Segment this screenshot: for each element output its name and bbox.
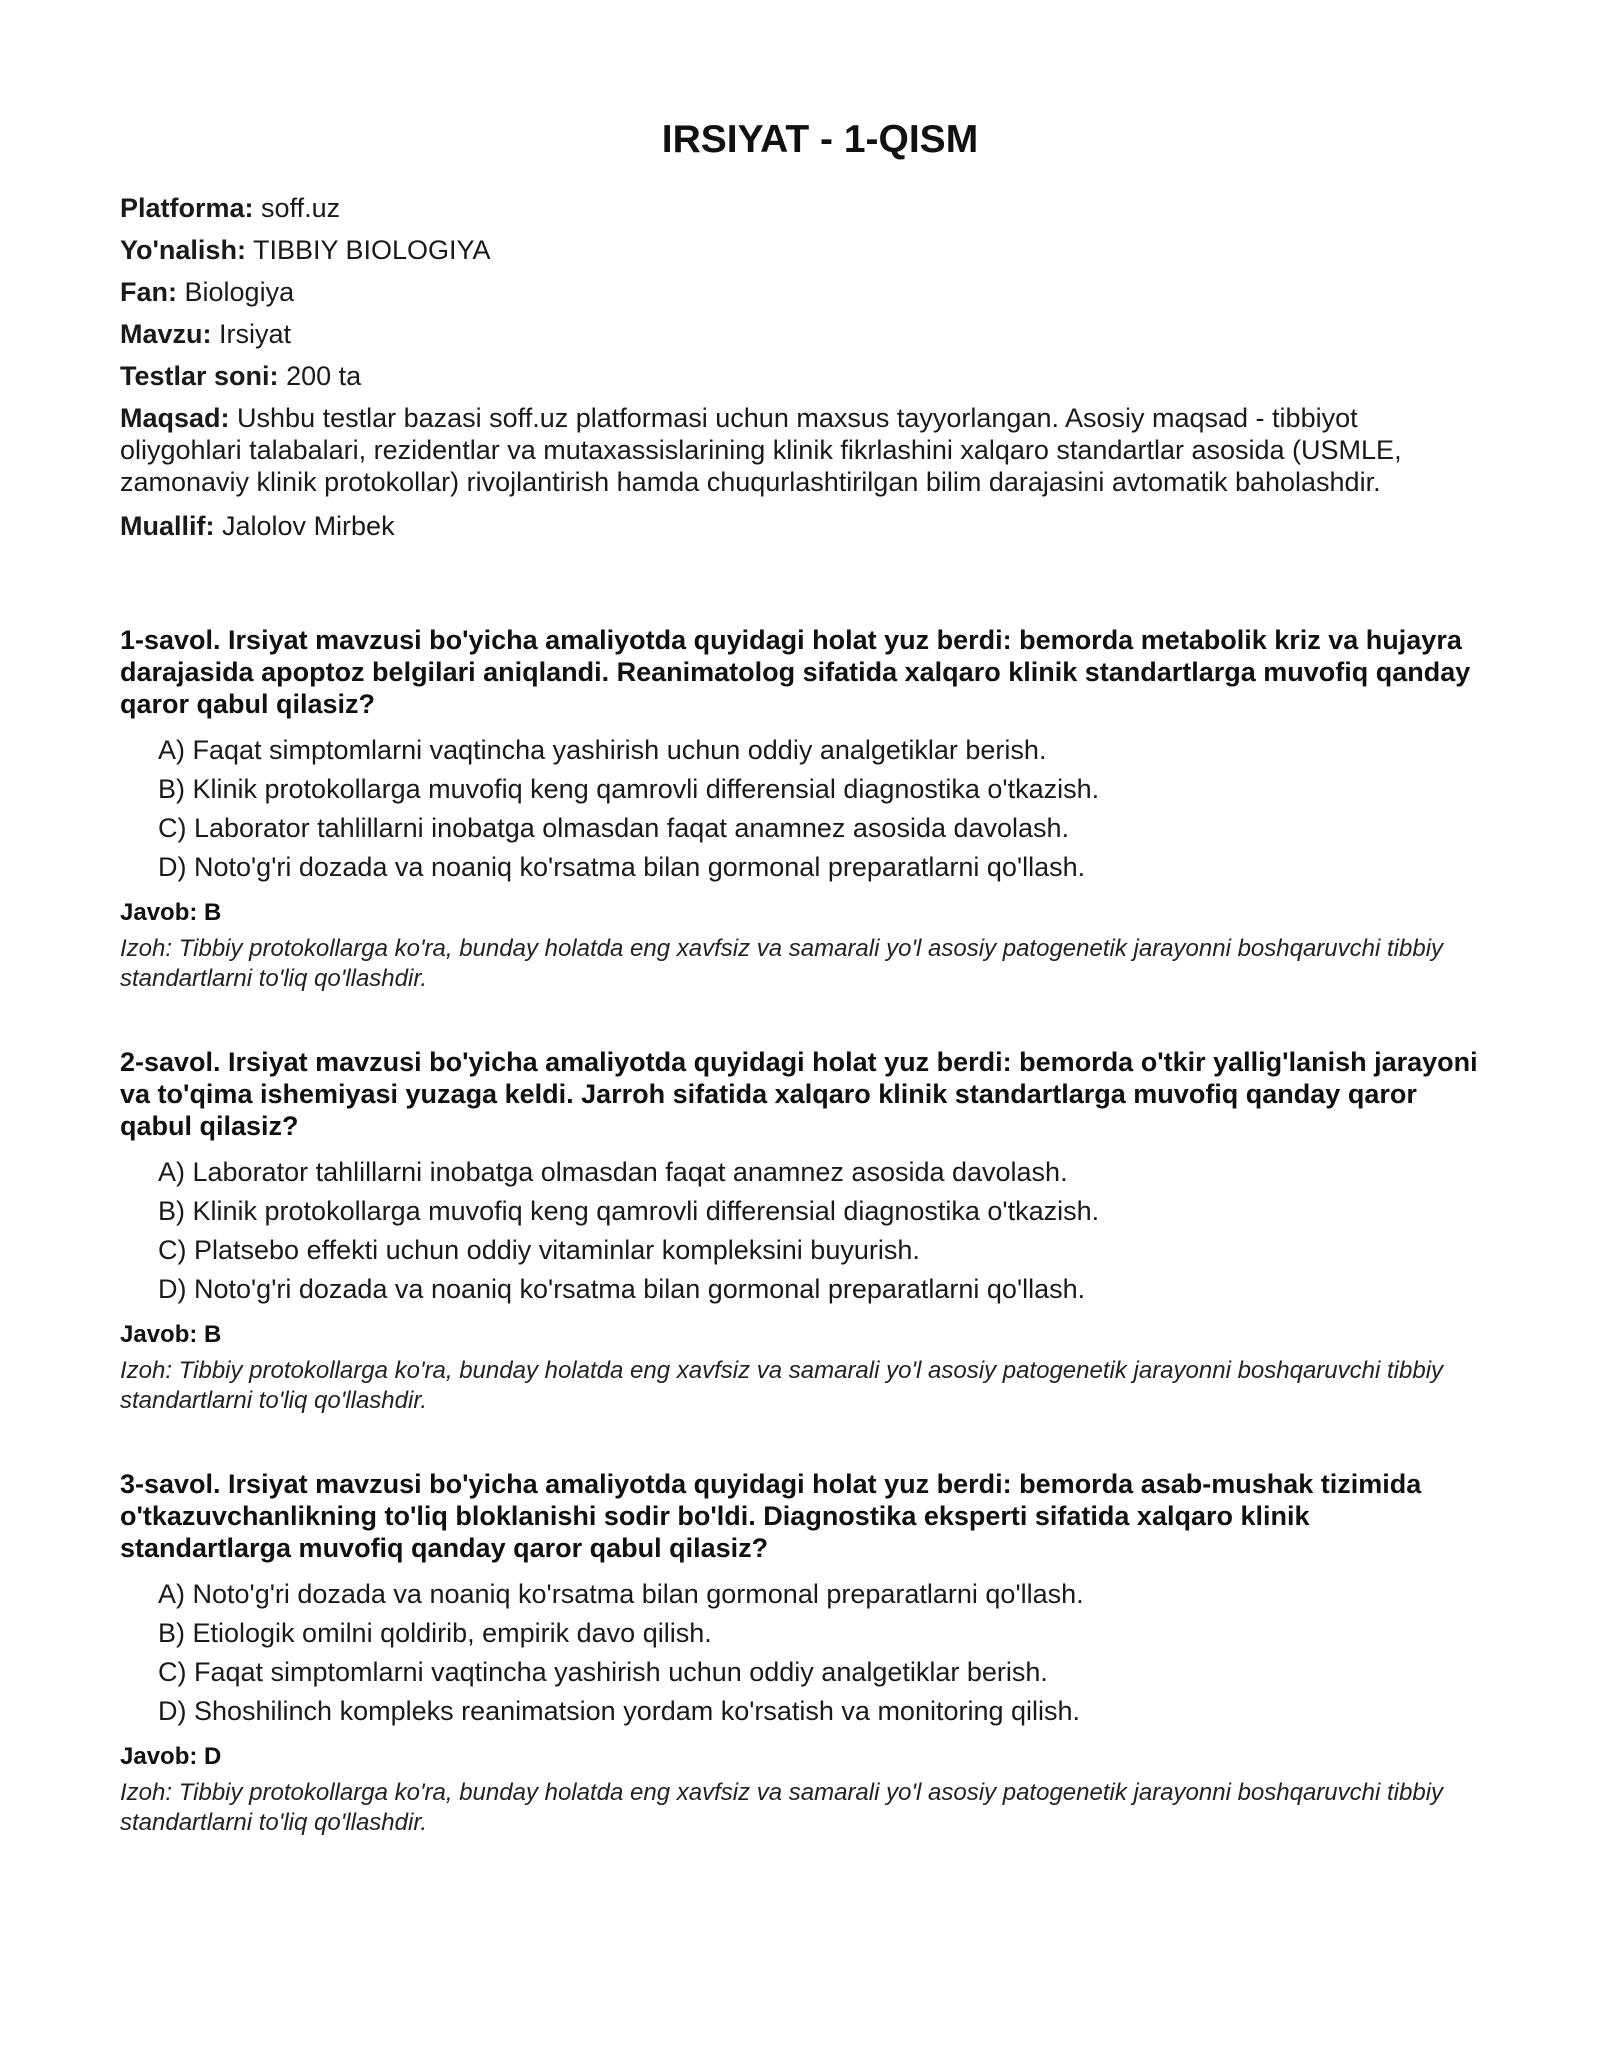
meta-value: soff.uz bbox=[261, 193, 341, 223]
answer-explanation: Izoh: Tibbiy protokollarga ko'ra, bunday holatda eng xavfsiz va samarali yo'l asosiy patogenetik jarayonni boshqaruvchi tibbiy standartlarni to'liq qo'llashdir. bbox=[120, 1357, 1444, 1414]
option-b: B) Klinik protokollarga muvofiq keng qamrovli differensial diagnostika o'tkazish. bbox=[158, 1196, 1100, 1226]
metadata-section bbox=[120, 192, 1480, 542]
option-c: C) Faqat simptomlarni vaqtincha yashirish uchun oddiy analgetiklar berish. bbox=[158, 1657, 1048, 1687]
question-block bbox=[120, 1046, 1480, 1416]
meta-test-count bbox=[120, 360, 1480, 392]
question-text: 2-savol. Irsiyat mavzusi bo'yicha amaliyotda quyidagi holat yuz berdi: bemorda o'tkir yallig'lanish jarayoni va to'qima ishemiyasi yuzaga keldi. Jarroh sifatida xalqaro klinik standartlarga muvofiq qanday qaror qabul qilasiz? bbox=[120, 1047, 1478, 1141]
meta-value: Jalolov Mirbek bbox=[222, 511, 395, 541]
option-a: A) Noto'g'ri dozada va noaniq ko'rsatma bilan gormonal preparatlarni qo'llash. bbox=[158, 1579, 1084, 1609]
document-title: IRSIYAT - 1-QISM bbox=[661, 118, 979, 161]
option-a: A) Faqat simptomlarni vaqtincha yashirish uchun oddiy analgetiklar berish. bbox=[158, 735, 1047, 765]
meta-label: Platforma: bbox=[120, 193, 254, 223]
option-c: C) Laborator tahlillarni inobatga olmasdan faqat anamnez asosida davolash. bbox=[158, 813, 1070, 843]
meta-label: Muallif: bbox=[120, 511, 215, 541]
question-text: 3-savol. Irsiyat mavzusi bo'yicha amaliyotda quyidagi holat yuz berdi: bemorda asab-mushak tizimida o'tkazuvchanlikning to'liq bloklanishi sodir bo'ldi. Diagnostika eksperti sifatida xalqaro klinik standartlarga muvofiq qanday qaror qabul qilasiz? bbox=[120, 1469, 1422, 1563]
answer-options bbox=[120, 1156, 1480, 1306]
meta-value: 200 ta bbox=[286, 361, 362, 391]
meta-value: Ushbu testlar bazasi soff.uz platformasi uchun maxsus tayyorlangan. Asosiy maqsad - tibbiyot oliygohlari talabalari, rezidentlar va mutaxassislarining klinik fikrlashini xalqaro standartlar asosida (USMLE, zamonaviy klinik protokollar) rivojlantirish hamda chuqurlashtirilgan bilim darajasini avtomatik baholashdir. bbox=[120, 403, 1402, 497]
questions-list bbox=[120, 624, 1480, 1838]
meta-platform bbox=[120, 192, 1480, 224]
meta-label: Testlar soni: bbox=[120, 361, 279, 391]
meta-label: Mavzu: bbox=[120, 319, 212, 349]
meta-value: Biologiya bbox=[184, 277, 295, 307]
question-block bbox=[120, 624, 1480, 994]
meta-label: Maqsad: bbox=[120, 403, 230, 433]
option-d: D) Noto'g'ri dozada va noaniq ko'rsatma bilan gormonal preparatlarni qo'llash. bbox=[158, 852, 1086, 882]
question-text: 1-savol. Irsiyat mavzusi bo'yicha amaliyotda quyidagi holat yuz berdi: bemorda metabolik kriz va hujayra darajasida apoptoz belgilari aniqlandi. Reanimatolog sifatida xalqaro klinik standartlarga muvofiq qanday qaror qabul qilasiz? bbox=[120, 625, 1471, 719]
meta-value: Irsiyat bbox=[219, 319, 292, 349]
correct-answer: Javob: D bbox=[120, 1743, 222, 1770]
answer-explanation: Izoh: Tibbiy protokollarga ko'ra, bunday holatda eng xavfsiz va samarali yo'l asosiy patogenetik jarayonni boshqaruvchi tibbiy standartlarni to'liq qo'llashdir. bbox=[120, 935, 1444, 992]
answer-explanation: Izoh: Tibbiy protokollarga ko'ra, bunday holatda eng xavfsiz va samarali yo'l asosiy patogenetik jarayonni boshqaruvchi tibbiy standartlarni to'liq qo'llashdir. bbox=[120, 1779, 1444, 1836]
correct-answer: Javob: B bbox=[120, 1321, 222, 1348]
meta-purpose bbox=[120, 402, 1480, 498]
meta-value: TIBBIY BIOLOGIYA bbox=[252, 235, 491, 265]
option-d: D) Shoshilinch kompleks reanimatsion yordam ko'rsatish va monitoring qilish. bbox=[158, 1696, 1081, 1726]
option-b: B) Etiologik omilni qoldirib, empirik davo qilish. bbox=[158, 1618, 712, 1648]
answer-options bbox=[120, 734, 1480, 884]
meta-topic bbox=[120, 318, 1480, 350]
meta-direction bbox=[120, 234, 1480, 266]
correct-answer: Javob: B bbox=[120, 899, 222, 926]
meta-label: Fan: bbox=[120, 277, 177, 307]
meta-label: Yo'nalish: bbox=[120, 235, 246, 265]
option-a: A) Laborator tahlillarni inobatga olmasdan faqat anamnez asosida davolash. bbox=[158, 1157, 1068, 1187]
question-block bbox=[120, 1468, 1480, 1838]
option-c: C) Platsebo effekti uchun oddiy vitaminlar kompleksini buyurish. bbox=[158, 1235, 920, 1265]
answer-options bbox=[120, 1578, 1480, 1728]
meta-subject bbox=[120, 276, 1480, 308]
option-d: D) Noto'g'ri dozada va noaniq ko'rsatma bilan gormonal preparatlarni qo'llash. bbox=[158, 1274, 1086, 1304]
meta-author bbox=[120, 510, 1480, 542]
option-b: B) Klinik protokollarga muvofiq keng qamrovli differensial diagnostika o'tkazish. bbox=[158, 774, 1100, 804]
